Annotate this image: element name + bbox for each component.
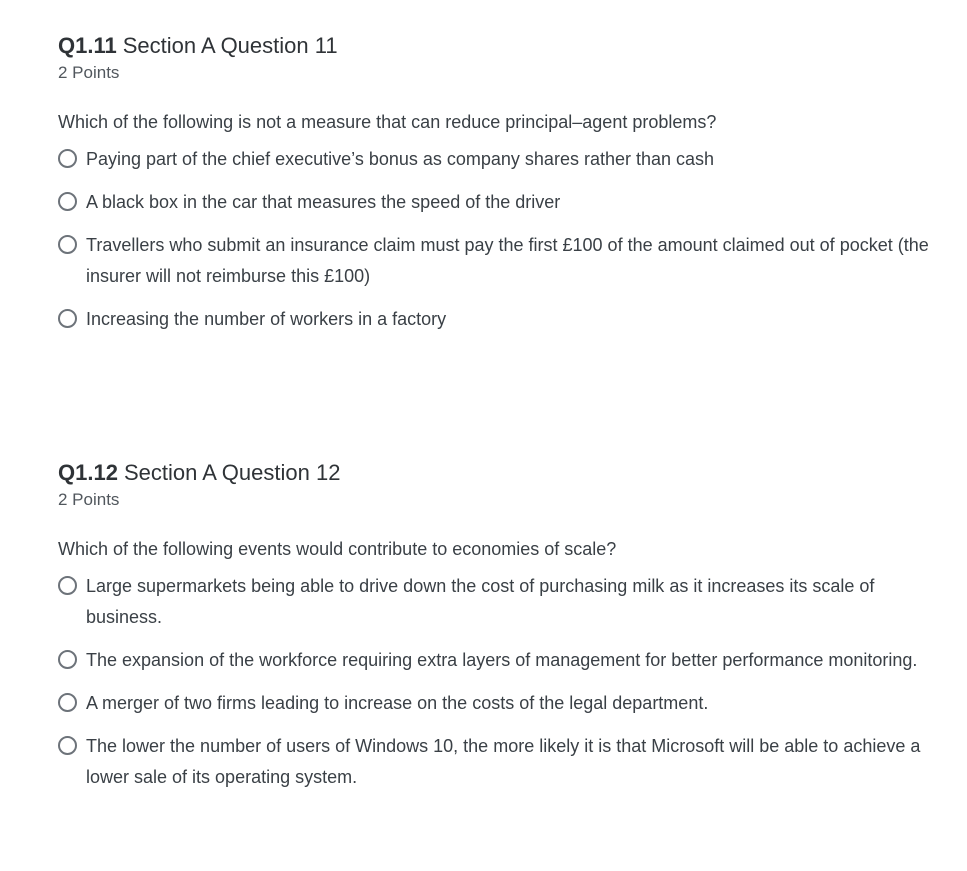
radio-button-icon[interactable] — [58, 576, 77, 595]
radio-button-icon[interactable] — [58, 736, 77, 755]
question-block-q1-12 — [58, 459, 938, 805]
answer-option[interactable] — [58, 571, 938, 633]
answer-option[interactable] — [58, 187, 938, 218]
question-title — [58, 32, 938, 60]
question-title-text: Section A Question 12 — [123, 460, 341, 485]
answer-option-label: A merger of two firms leading to increase on the costs of the legal department. — [86, 693, 709, 713]
answer-option[interactable] — [58, 304, 938, 335]
question-title-text: Section A Question 11 — [122, 33, 338, 58]
radio-button-icon[interactable] — [58, 693, 77, 712]
answer-option-label: Large supermarkets being able to drive down the cost of purchasing milk as it increases its scale of business. — [86, 576, 875, 627]
answer-option[interactable] — [58, 731, 938, 793]
answer-option-label: The lower the number of users of Windows 10, the more likely it is that Microsoft will be able to achieve a lower sale of its operating system. — [86, 736, 921, 787]
answer-option[interactable] — [58, 688, 938, 719]
question-points: 2 Points — [58, 63, 120, 82]
radio-button-icon[interactable] — [58, 650, 77, 669]
question-points: 2 Points — [58, 490, 120, 509]
question-prompt: Which of the following events would contribute to economies of scale? — [58, 539, 617, 559]
radio-button-icon[interactable] — [58, 192, 77, 211]
answer-option-label: The expansion of the workforce requiring extra layers of management for better performance monitoring. — [86, 650, 918, 670]
answer-option[interactable] — [58, 144, 938, 175]
question-prompt: Which of the following is not a measure that can reduce principal–agent problems? — [58, 112, 717, 132]
answer-options — [58, 571, 938, 793]
question-number: Q1.11 — [58, 33, 117, 58]
question-number: Q1.12 — [58, 460, 118, 485]
question-title — [58, 459, 938, 487]
answer-option-label: Increasing the number of workers in a factory — [86, 309, 447, 329]
radio-button-icon[interactable] — [58, 149, 77, 168]
answer-option[interactable] — [58, 230, 938, 292]
answer-options — [58, 144, 938, 335]
answer-option-label: A black box in the car that measures the speed of the driver — [86, 192, 561, 212]
answer-option-label: Travellers who submit an insurance claim must pay the first £100 of the amount claimed out of pocket (the insurer will not reimburse this £100) — [86, 235, 929, 286]
radio-button-icon[interactable] — [58, 235, 77, 254]
question-block-q1-11 — [58, 32, 938, 347]
answer-option-label: Paying part of the chief executive’s bonus as company shares rather than cash — [86, 149, 715, 169]
answer-option[interactable] — [58, 645, 938, 676]
radio-button-icon[interactable] — [58, 309, 77, 328]
